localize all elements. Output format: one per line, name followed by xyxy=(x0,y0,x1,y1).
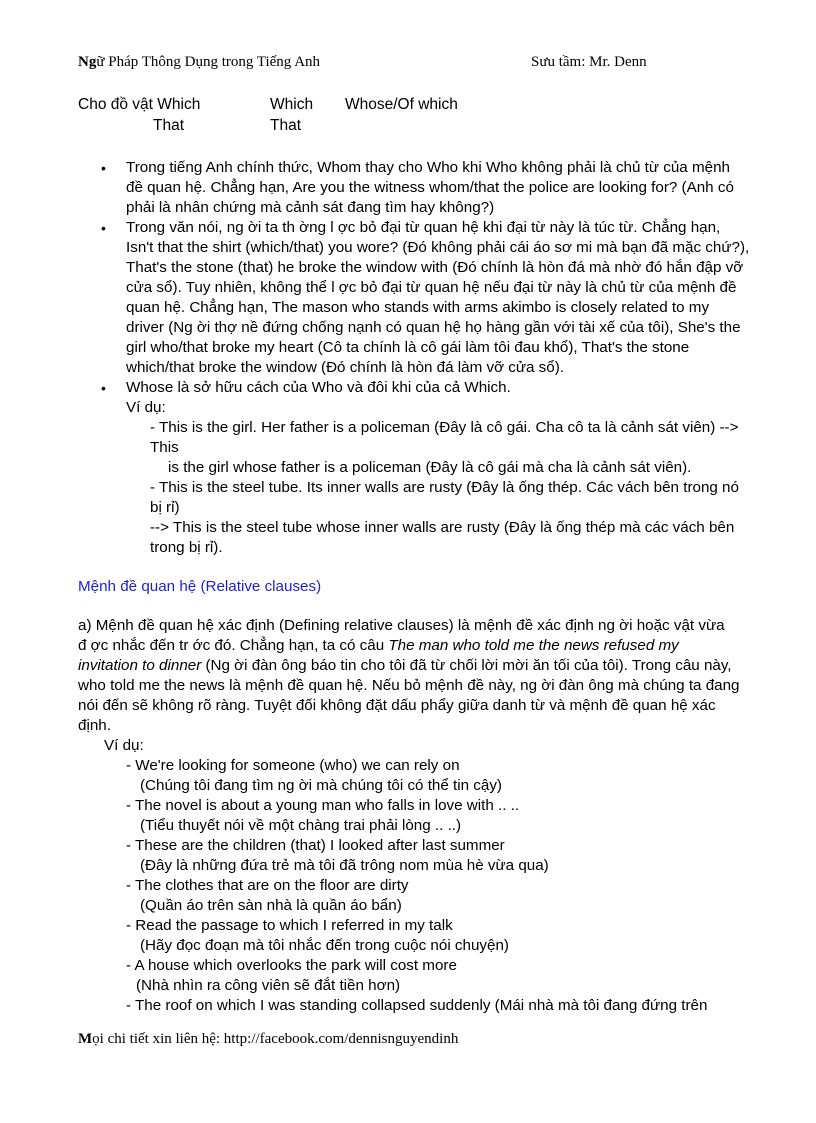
footer-contact xyxy=(78,1031,458,1048)
example-en: - We're looking for someone (who) we can rely on xyxy=(126,757,460,774)
example-line: This xyxy=(150,439,179,456)
paragraph-line xyxy=(78,656,732,676)
header-title-initial: Ng xyxy=(78,54,97,70)
paragraph-text: (Ng ời đàn ông báo tin cho tôi đã từ chối lời mời ăn tối của tôi). Trong câu này, xyxy=(201,657,732,674)
example-label: Ví dụ: xyxy=(126,399,166,416)
example-line: --> This is the steel tube whose inner walls are rusty (Đây là ống thép mà các vách bên xyxy=(150,519,735,536)
table-col2: Which xyxy=(270,96,314,113)
paragraph-line: nói đến sẽ không rõ ràng. Tuyệt đối không đặt dấu phẩy giữa danh từ và mệnh đề quan hệ xác xyxy=(78,697,716,714)
header-author: Sưu tầm: Mr. Denn xyxy=(531,54,647,70)
bullet-line: Trong văn nói, ng ời ta th ờng l ợc bỏ đại từ quan hệ khi đại từ này là túc từ. Chẳng hạn, xyxy=(126,219,721,236)
bullet-line: Isn't that the shirt (which/that) you wore? (Đó không phải cái áo sơ mi mà bạn đã mặc chứ?), xyxy=(126,239,750,256)
footer-text: ọi chi tiết xin liên hệ: http://facebook.com/dennisnguyendinh xyxy=(92,1031,459,1047)
table-col2-sub: That xyxy=(270,117,302,134)
bullet-marker: • xyxy=(101,220,106,236)
example-line: trong bị rỉ). xyxy=(150,539,223,556)
bullet-line: cửa sổ). Tuy nhiên, không thể l ợc bỏ đại từ quan hệ nếu đại từ này là chủ từ của mệnh đề xyxy=(126,279,737,296)
example-en: - These are the children (that) I looked after last summer xyxy=(126,837,505,854)
bullet-line: girl who/that broke my heart (Cô ta chính là cô gái làm tôi đau khổ), That's the stone xyxy=(126,339,690,356)
footer-initial: M xyxy=(78,1031,93,1047)
example-vi: (Tiểu thuyết nói về một chàng trai phải lòng .. ..) xyxy=(140,817,462,834)
bullet-line: Trong tiếng Anh chính thức, Whom thay cho Who khi Who không phải là chủ từ của mệnh xyxy=(126,159,730,176)
example-en: - Read the passage to which I referred in my talk xyxy=(126,917,453,934)
example-vi: (Hãy đọc đoạn mà tôi nhắc đến trong cuộc nói chuyện) xyxy=(140,937,509,954)
example-vi: (Nhà nhìn ra công viên sẽ đắt tiền hơn) xyxy=(136,977,401,994)
table-label: Cho đồ vật Which xyxy=(78,96,201,113)
example-label: Ví dụ: xyxy=(104,737,144,754)
paragraph-line: định. xyxy=(78,717,111,734)
example-vi: (Chúng tôi đang tìm ng ời mà chúng tôi có thể tin cậy) xyxy=(140,777,502,794)
section-heading: Mệnh đề quan hệ (Relative clauses) xyxy=(78,578,322,595)
bullet-line: đề quan hệ. Chẳng hạn, Are you the witness whom/that the police are looking for? (Anh có xyxy=(126,179,734,196)
table-label-sub: That xyxy=(153,117,185,134)
bullet-marker: • xyxy=(101,160,106,176)
paragraph-line: who told me the news là mệnh đề quan hệ. Nếu bỏ mệnh đề này, ng ời đàn ông mà chúng ta đang xyxy=(78,677,740,694)
paragraph-italic: invitation to dinner xyxy=(78,657,202,674)
bullet-line: phải là nhân chứng mà cảnh sát đang tìm hay không?) xyxy=(126,199,495,216)
paragraph-italic: The man who told me the news refused my xyxy=(388,637,679,654)
example-en: - The novel is about a young man who falls in love with .. .. xyxy=(126,797,520,814)
header-title xyxy=(78,54,320,71)
example-line: - This is the girl. Her father is a policeman (Đây là cô gái. Cha cô ta là cảnh sát viên) --> xyxy=(150,419,739,436)
example-en: - The clothes that are on the floor are dirty xyxy=(126,877,409,894)
bullet-line: driver (Ng ời thợ nề đứng chống nạnh có quan hệ họ hàng gần với tài xế của tôi), She's the xyxy=(126,319,741,336)
example-en: - A house which overlooks the park will cost more xyxy=(126,957,457,974)
paragraph-line xyxy=(78,636,679,656)
example-line: is the girl whose father is a policeman (Đây là cô gái mà cha là cảnh sát viên). xyxy=(168,459,692,476)
paragraph-text: đ ợc nhắc đến tr ớc đó. Chẳng hạn, ta có câu xyxy=(78,637,389,654)
bullet-line: which/that broke the window (Đó chính là hòn đá làm vỡ cửa sổ). xyxy=(126,359,564,376)
paragraph-line: a) Mệnh đề quan hệ xác định (Defining relative clauses) là mệnh đề xác định ng ời hoặc vật vừa xyxy=(78,617,725,634)
bullet-line: Whose là sở hữu cách của Who và đôi khi của cả Which. xyxy=(126,379,511,396)
header-title-text: ữ Pháp Thông Dụng trong Tiếng Anh xyxy=(96,54,321,70)
bullet-line: quan hệ. Chẳng hạn, The mason who stands with arms akimbo is closely related to my xyxy=(126,299,710,316)
example-en: - The roof on which I was standing collapsed suddenly (Mái nhà mà tôi đang đứng trên xyxy=(126,997,708,1014)
example-line: bị rỉ) xyxy=(150,499,180,516)
example-line: - This is the steel tube. Its inner walls are rusty (Đây là ống thép. Các vách bên trong nó xyxy=(150,479,739,496)
bullet-marker: • xyxy=(101,380,106,396)
bullet-line: That's the stone (that) he broke the window with (Đó chính là hòn đá mà nhờ đó hắn đập vỡ xyxy=(126,259,744,276)
example-vi: (Đây là những đứa trẻ mà tôi đã trông nom mùa hè vừa qua) xyxy=(140,857,549,874)
table-col3: Whose/Of which xyxy=(345,96,458,113)
example-vi: (Quần áo trên sàn nhà là quần áo bẩn) xyxy=(140,897,402,914)
